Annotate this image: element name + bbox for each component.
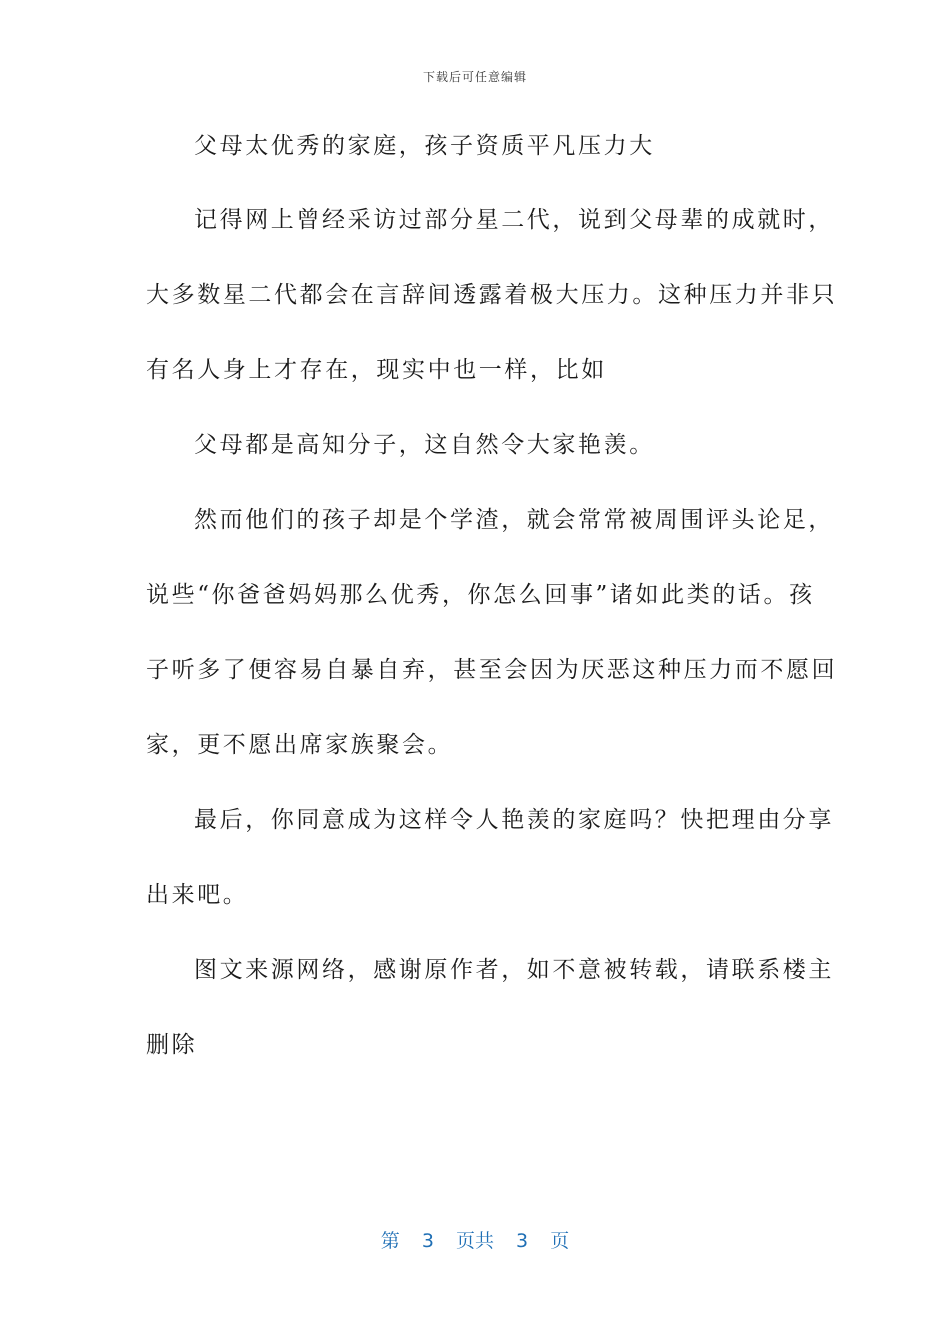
paragraph-line: 记得网上曾经采访过部分星二代，说到父母辈的成就时，: [194, 207, 834, 233]
paragraph-line: 大多数星二代都会在言辞间透露着极大压力。这种压力并非只: [146, 282, 838, 308]
page-label-suffix: 页: [550, 1230, 570, 1252]
paragraph-line: 说些“你爸爸妈妈那么优秀，你怎么回事”诸如此类的话。孩: [146, 582, 815, 608]
page-label-prefix: 第: [380, 1230, 400, 1252]
paragraph-line: 有名人身上才存在，现实中也一样，比如: [146, 357, 607, 383]
paragraph-line: 父母都是高知分子，这自然令大家艳羡。: [194, 432, 655, 458]
paragraph-line: 家，更不愿出席家族聚会。: [146, 732, 454, 758]
paragraph-line-title: 父母太优秀的家庭，孩子资质平凡压力大: [194, 133, 655, 159]
page-label-mid: 页共: [455, 1230, 494, 1252]
paragraph-line: 图文来源网络，感谢原作者，如不意被转载，请联系楼主: [194, 957, 834, 983]
total-pages-number: 3: [516, 1230, 529, 1252]
header-note: 下载后可任意编辑: [422, 70, 527, 84]
paragraph-line: 然而他们的孩子却是个学渣，就会常常被周围评头论足，: [194, 507, 834, 533]
current-page-number: 3: [421, 1230, 434, 1252]
paragraph-line: 出来吧。: [146, 882, 249, 908]
paragraph-line: 删除: [146, 1032, 198, 1058]
page-footer: [0, 1226, 950, 1253]
paragraph-line: 最后，你同意成为这样令人艳羡的家庭吗？快把理由分享: [194, 807, 834, 833]
paragraph-line: 子听多了便容易自暴自弃，甚至会因为厌恶这种压力而不愿回: [146, 657, 838, 683]
